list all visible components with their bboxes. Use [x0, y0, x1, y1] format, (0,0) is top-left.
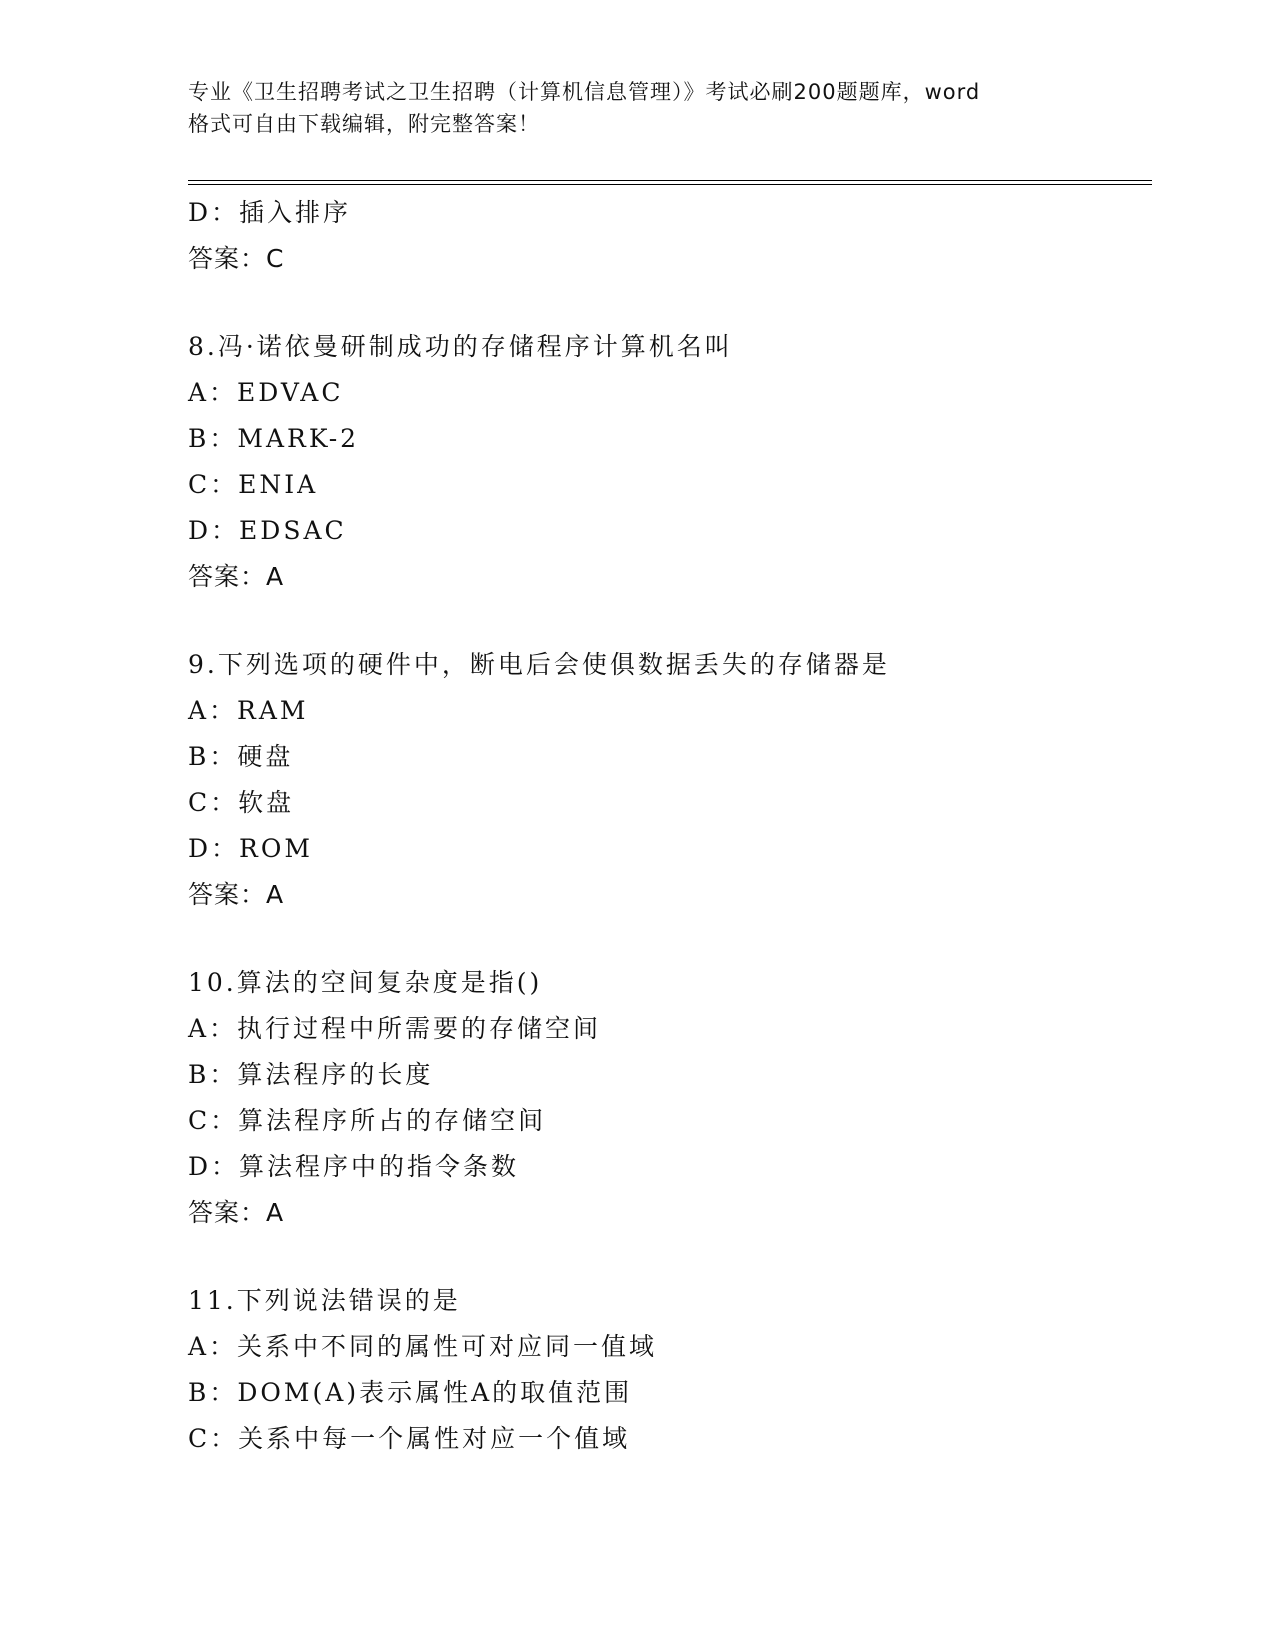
header-rule-bottom [188, 184, 1152, 185]
answer: 答案：A [188, 880, 285, 909]
spacer [188, 282, 1148, 324]
answer: 答案：A [188, 562, 285, 591]
header-rule-top [188, 180, 1152, 181]
answer: 答案：C [188, 244, 285, 273]
question-stem: 10.算法的空间复杂度是指() [188, 968, 543, 997]
spacer [188, 918, 1148, 960]
question-stem: 11.下列说法错误的是 [188, 1286, 461, 1315]
option-a: A：关系中不同的属性可对应同一值域 [188, 1332, 658, 1361]
answer: 答案：A [188, 1198, 285, 1227]
option-d: D：ROM [188, 834, 313, 863]
option-b: B：算法程序的长度 [188, 1060, 434, 1089]
spacer [188, 600, 1148, 642]
option-b: B：MARK-2 [188, 424, 360, 453]
spacer [188, 1236, 1148, 1278]
option-d: D：EDSAC [188, 516, 347, 545]
previous-question-tail [188, 190, 1148, 282]
question-11 [188, 1278, 1148, 1462]
option-c: C：软盘 [188, 788, 295, 817]
question-list [188, 190, 1148, 1462]
option-c: C：算法程序所占的存储空间 [188, 1106, 547, 1135]
option-b: B：硬盘 [188, 742, 294, 771]
question-stem: 9.下列选项的硬件中，断电后会使俱数据丢失的存储器是 [188, 650, 890, 679]
question-8 [188, 324, 1148, 600]
option-c: C：关系中每一个属性对应一个值域 [188, 1424, 631, 1453]
option-a: A：EDVAC [188, 378, 344, 407]
option-a: A：RAM [188, 696, 309, 725]
option-c: C：ENIA [188, 470, 319, 499]
header-line-2: 格式可自由下载编辑，附完整答案！ [188, 112, 540, 136]
option-a: A：执行过程中所需要的存储空间 [188, 1014, 602, 1043]
question-10 [188, 960, 1148, 1236]
header-line-1: 专业《卫生招聘考试之卫生招聘（计算机信息管理）》考试必刷200题题库，word [188, 80, 981, 104]
option-d: D：算法程序中的指令条数 [188, 1152, 520, 1181]
option-b: B：DOM(A)表示属性A的取值范围 [188, 1378, 633, 1407]
option-d: D：插入排序 [188, 198, 352, 227]
question-stem: 8.冯·诺依曼研制成功的存储程序计算机名叫 [188, 332, 733, 361]
question-9 [188, 642, 1148, 918]
document-header [188, 76, 1088, 140]
